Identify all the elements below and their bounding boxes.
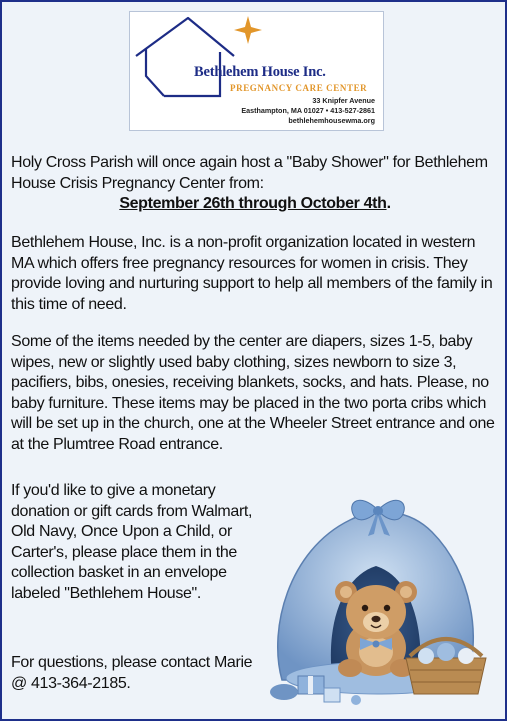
event-dates-suffix: . <box>386 195 391 212</box>
intro-paragraph <box>11 153 499 215</box>
basket-icon <box>406 639 486 694</box>
logo-website: bethlehemhousewma.org <box>288 116 375 125</box>
donation-paragraph: If you'd like to give a monetary donation or gift cards from Walmart, Old Navy, Once Upon a Child, or Carter's, please place them in the collection basket in an envelope labeled "Bethlehem House". <box>11 482 253 602</box>
contact-paragraph: For questions, please contact Marie @ 413-364-2185. <box>11 654 253 692</box>
about-paragraph: Bethlehem House, Inc. is a non-profit organization located in western MA which offers free pregnancy resources for women in crisis. They provide loving and nurturing support to help all members of the family in this time of need. <box>11 234 493 313</box>
teddy-bear-crib-illustration <box>260 480 498 712</box>
event-dates <box>11 194 499 215</box>
logo <box>129 11 384 131</box>
event-dates-text: September 26th through October 4th <box>119 195 387 212</box>
items-paragraph: Some of the items needed by the center are diapers, sizes 1-5, baby wipes, new or slightly used baby clothing, sizes newborn to size 3, pacifiers, bibs, onesies, receiving blankets, socks, and hats. Please, no baby furniture. These items may be placed in the two porta cribs which will be set up in the church, one at the Wheeler Street entrance and one at the Plumtree Road entrance. <box>11 333 495 453</box>
intro-text: Holy Cross Parish will once again host a "Baby Shower" for Bethlehem House Crisis Pregnancy Center from: <box>11 154 488 192</box>
logo-address-line1: 33 Knipfer Avenue <box>312 96 375 105</box>
logo-name: Bethlehem House Inc. <box>194 64 326 80</box>
logo-address-line2: Easthampton, MA 01027 • 413-527-2861 <box>241 106 375 115</box>
logo-subtitle: PREGNANCY CARE CENTER <box>230 83 368 93</box>
